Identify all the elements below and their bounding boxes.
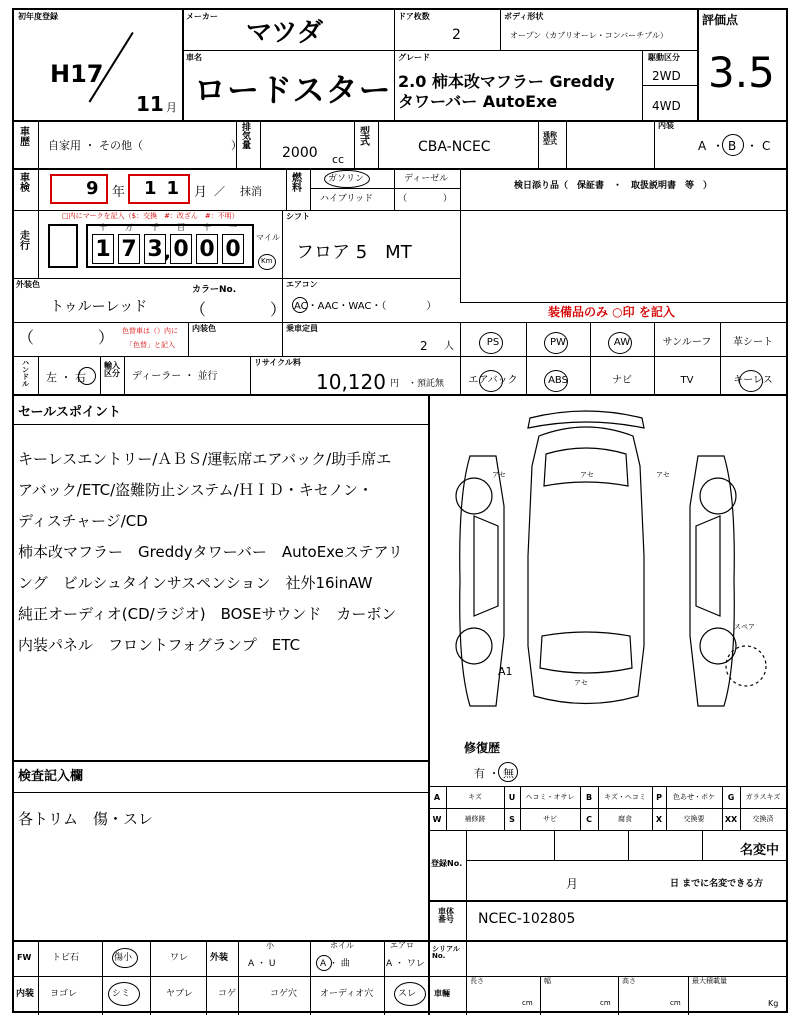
color-change-paren: （ xyxy=(18,328,35,347)
legend-cell: P xyxy=(656,793,662,802)
inspection-year-box xyxy=(50,174,108,204)
chassis-value: NCEC-102805 xyxy=(478,911,576,927)
aircon: AC・AAC・WAC・（ ） xyxy=(294,301,437,312)
recycle-label: リサイクル料 xyxy=(254,358,301,367)
model: CBA-NCEC xyxy=(418,139,491,155)
inspection-label: 車検 xyxy=(20,173,30,194)
grade-line2: タワーバー AutoExe xyxy=(398,92,558,111)
sales-point-line: アバック/ETC/盗難防止システム/ＨＩＤ・キセノン・ xyxy=(18,481,373,499)
displacement: 2000 xyxy=(282,145,318,161)
exterior-item: ワレ xyxy=(170,953,189,963)
docs-label: 検日添り品（ 保証書 ・ 取扱説明書 等 ） xyxy=(514,181,713,191)
color-no: （ ） xyxy=(190,300,287,319)
drive-4wd: 4WD xyxy=(652,99,681,113)
handle-selected-circle xyxy=(78,367,96,385)
mileage-unit: 万 xyxy=(125,223,133,232)
legend-cell: 交換済 xyxy=(752,815,774,823)
first-reg-label: 初年度登録 xyxy=(18,12,58,21)
outer-color: トゥルーレッド xyxy=(50,299,148,315)
doors-label: ドア枚数 xyxy=(398,12,430,21)
model-label: 型式 xyxy=(360,127,370,148)
mileage-unit: 一 xyxy=(229,223,237,232)
legend-cell: キズ xyxy=(468,793,482,801)
legend-cell: 補修跡 xyxy=(464,815,486,823)
exterior-item: 傷小 xyxy=(114,953,133,963)
recycle-deposit: ・預託無 xyxy=(408,379,445,389)
first-reg-era: H17 xyxy=(50,60,104,88)
mileage-label: 走行 xyxy=(20,231,30,252)
mileage-digit: 0 xyxy=(196,234,218,264)
km-label: Km xyxy=(261,257,273,265)
shift-label: シフト xyxy=(286,212,310,221)
legend-cell: キズ・ヘコミ xyxy=(604,793,646,801)
damage-mark: アセ xyxy=(580,471,594,479)
equipment-item: ナビ xyxy=(612,375,632,386)
interior-damage-item: コゲ xyxy=(218,989,237,999)
equipment-item: AW xyxy=(613,337,631,348)
equipment-selected-circle xyxy=(544,332,568,354)
score-label: 評価点 xyxy=(702,13,739,27)
inspection-month: 11 xyxy=(144,178,190,199)
auction-sheet xyxy=(12,8,788,1013)
drive-2wd: 2WD xyxy=(652,69,681,83)
weight-label: 最大積載量 xyxy=(692,977,727,985)
capacity-unit: 人 xyxy=(444,341,454,352)
cm-unit: cm xyxy=(670,999,681,1007)
sales-point-line: ング ビルシュタインサスペンション 社外16inAW xyxy=(18,574,373,592)
mileage-unit: 百 xyxy=(177,223,185,232)
equip-note: 装備品のみ ○印 を記入 xyxy=(548,305,675,319)
legend-cell: W xyxy=(432,815,442,824)
damage-mark: アセ xyxy=(492,471,506,479)
interior-damage-item: コゲ穴 xyxy=(270,989,298,999)
mileage-digit: 0 xyxy=(170,234,192,264)
exterior-selected-circle xyxy=(112,948,138,968)
mileage-digit: 1 xyxy=(92,234,114,264)
maker: マツダ xyxy=(246,18,323,48)
interior-damage-item: シミ xyxy=(112,989,131,999)
equipment-selected-circle xyxy=(608,332,632,354)
small-label: 小 xyxy=(266,941,274,950)
interior-sep1: ・ xyxy=(712,139,725,153)
damage-mark: アセ xyxy=(574,679,588,687)
sales-point-line: キーレスエントリー/ＡＢＳ/運転席エアバック/助手席エ xyxy=(18,450,392,468)
equipment-item: サンルーフ xyxy=(662,337,712,348)
interior-label: 内装 xyxy=(658,121,674,130)
chassis-label: 車体番号 xyxy=(438,907,454,924)
inspection-expired-label: 抹消 xyxy=(240,185,262,198)
grade-label: グレード xyxy=(398,53,430,62)
interior-selected-circle xyxy=(394,982,426,1006)
sales-point-line: 柿本改マフラー Greddyタワーバー AutoExeステアリ xyxy=(18,543,403,561)
color-no-label: カラーNo. xyxy=(192,285,237,295)
color-change-note2: 「色替」と記入 xyxy=(126,341,175,349)
legend-cell: S xyxy=(509,815,515,824)
registration-month: 月 xyxy=(566,877,579,891)
sales-point-line: ディスチャージ/CD xyxy=(18,512,148,530)
height-label: 高さ xyxy=(622,977,636,985)
mileage-note: □内にマークを記入（$：交換 #：改ざん #：不明） xyxy=(62,212,239,220)
equipment-item: TV xyxy=(680,375,694,386)
wheel-selected-circle xyxy=(316,955,332,971)
legend-cell: C xyxy=(586,815,592,824)
repair-value: 有 ・ 無 xyxy=(474,767,514,780)
interior-damage-item: ヤブレ xyxy=(166,989,193,999)
capacity: 2 xyxy=(420,339,428,353)
score: 3.5 xyxy=(708,48,775,97)
displacement-label: 排気量 xyxy=(242,123,252,151)
mileage-mark-box xyxy=(48,224,78,268)
interior-sep2: ・ xyxy=(746,139,759,153)
legend-cell: B xyxy=(585,793,593,802)
outer-color-label: 外装色 xyxy=(16,280,40,289)
recycle: 10,120 xyxy=(316,370,386,394)
mile-label: マイル xyxy=(256,233,280,242)
inspection-expired: ／ xyxy=(214,185,225,198)
mileage-digit: 7 xyxy=(118,234,140,264)
legend-cell: 腐食 xyxy=(618,815,632,823)
cm-unit: cm xyxy=(600,999,611,1007)
damage-mark: アセ xyxy=(656,471,670,479)
mileage-unit: 十 xyxy=(203,223,211,232)
legend-cell: サビ xyxy=(543,815,557,823)
equipment-item: キーレス xyxy=(733,375,773,386)
sales-point-line: 内装パネル フロントフォグランプ ETC xyxy=(18,636,301,654)
size-label: 車輛 xyxy=(434,989,450,998)
car-name-label: 車名 xyxy=(186,53,202,62)
interior-damage-item: ヨゴレ xyxy=(50,989,78,999)
mileage-unit: 十 xyxy=(99,223,107,232)
damage-mark: A1 xyxy=(498,665,513,678)
fw-label: FW xyxy=(17,953,32,962)
fuel-gasoline: ガソリン xyxy=(328,174,365,184)
equipment-selected-circle xyxy=(544,370,568,392)
equipment-selected-circle xyxy=(739,370,763,392)
drive-label: 駆動区分 xyxy=(648,53,680,62)
legend-cell: 色あせ・ボケ xyxy=(673,793,715,801)
mileage-digit: 0 xyxy=(222,234,244,264)
handle-value: 左 ・ 右 xyxy=(46,371,86,384)
legend-cell: A xyxy=(433,793,441,802)
import-label: 輸入区分 xyxy=(104,361,120,378)
check-content: 各トリム 傷・スレ xyxy=(18,810,154,828)
equipment-item: PW xyxy=(550,337,566,348)
equipment-selected-circle xyxy=(479,370,503,392)
grade-line1: 2.0 柿本改マフラー Greddy xyxy=(398,72,615,91)
recycle-yen: 円 xyxy=(390,379,400,389)
car-diagram xyxy=(434,406,784,736)
history-label: 車歴 xyxy=(20,127,30,148)
fuel-hybrid: ハイブリッド xyxy=(320,194,374,204)
maker-label: メーカー xyxy=(186,12,218,21)
aero-value: A ・ ワレ xyxy=(386,959,425,969)
legend-cell: 交換要 xyxy=(683,815,705,823)
legend-cell: ガラスキズ xyxy=(745,793,781,801)
inspection-year: 9 xyxy=(86,178,99,199)
inner-color-label: 内装色 xyxy=(192,324,216,333)
equipment-item: エアバック xyxy=(468,375,518,386)
interior-damage-item: オーディオ穴 xyxy=(320,989,374,999)
interior-c: C xyxy=(762,139,771,153)
capacity-label: 乗車定員 xyxy=(286,324,318,333)
doors: 2 xyxy=(452,27,461,43)
interior-selected-circle xyxy=(108,982,140,1006)
interior-b: B xyxy=(728,139,737,153)
sales-point-line: 純正オーディオ(CD/ラジオ) BOSEサウンド カーボン xyxy=(18,605,397,623)
mileage-digit: 3 xyxy=(144,234,166,264)
legend-cell: XX xyxy=(724,815,738,824)
cm-unit: cm xyxy=(522,999,533,1007)
wheel-label: ホイル xyxy=(330,941,354,950)
equipment-selected-circle xyxy=(479,332,503,354)
body: オープン（カブリオーレ・コンバーチブル） xyxy=(510,31,668,40)
common-model-label: 通称型式 xyxy=(543,131,557,146)
car-name: ロードスター xyxy=(194,71,392,109)
fuel-label: 燃料 xyxy=(292,173,302,194)
inspection-year-unit: 年 xyxy=(112,185,126,200)
registration-label: 登録No. xyxy=(431,859,463,868)
serial-label: シリアルNo. xyxy=(432,945,460,960)
aero-label: エアロ xyxy=(390,941,414,950)
interior-damage-item: スレ xyxy=(398,989,417,999)
equipment-item: PS xyxy=(486,337,500,348)
check-title: 検査記入欄 xyxy=(18,769,84,784)
repair-label: 修復歴 xyxy=(464,741,501,755)
equipment-item: 革シート xyxy=(733,337,773,348)
legend-cell: X xyxy=(655,815,663,824)
legend-cell: G xyxy=(727,793,735,802)
fuel-diesel: ディーゼル xyxy=(404,174,449,184)
body-label: ボディ形状 xyxy=(504,12,544,21)
aircon-label: エアコン xyxy=(286,280,318,289)
history: 自家用 ・ その他（ ） xyxy=(48,139,242,152)
mileage-comma: , xyxy=(164,242,171,263)
exterior-label: 外装 xyxy=(210,953,229,963)
registration-deadline: 日 までに名変できる方 xyxy=(670,879,764,889)
kg-unit: Kg xyxy=(768,999,779,1008)
color-change-note1: 色替車は（）内に xyxy=(122,327,178,335)
name-change: 名変中 xyxy=(740,843,780,858)
interior-label: 内装 xyxy=(16,989,35,999)
legend-cell: U xyxy=(508,793,516,802)
handle-label: ハンドル xyxy=(22,359,29,388)
interior-a: A xyxy=(698,139,707,153)
fuel-other: （ ） xyxy=(398,194,453,204)
legend-cell: ヘコミ・オサレ xyxy=(525,793,575,801)
color-change-paren-close: ） xyxy=(98,328,115,347)
width-label: 幅 xyxy=(544,977,551,985)
small-value: A ・ U xyxy=(248,959,276,969)
inspection-month-unit: 月 xyxy=(194,185,208,200)
shift: フロア 5 MT xyxy=(296,242,412,263)
equipment-item: ABS xyxy=(548,375,568,386)
mileage-unit: 千 xyxy=(151,223,159,232)
spare-label: スペア xyxy=(734,623,755,631)
wheel-value: A ・ 曲 xyxy=(320,959,350,969)
repair-selected-circle xyxy=(498,762,518,782)
exterior-item: トビ石 xyxy=(52,953,80,963)
length-label: 長さ xyxy=(470,977,484,985)
first-reg-month: 11 xyxy=(136,92,164,116)
import-value: ディーラー ・ 並行 xyxy=(132,371,218,382)
cc: cc xyxy=(332,153,345,166)
first-reg-month-unit: 月 xyxy=(166,101,177,114)
sales-title: セールスポイント xyxy=(18,405,121,420)
